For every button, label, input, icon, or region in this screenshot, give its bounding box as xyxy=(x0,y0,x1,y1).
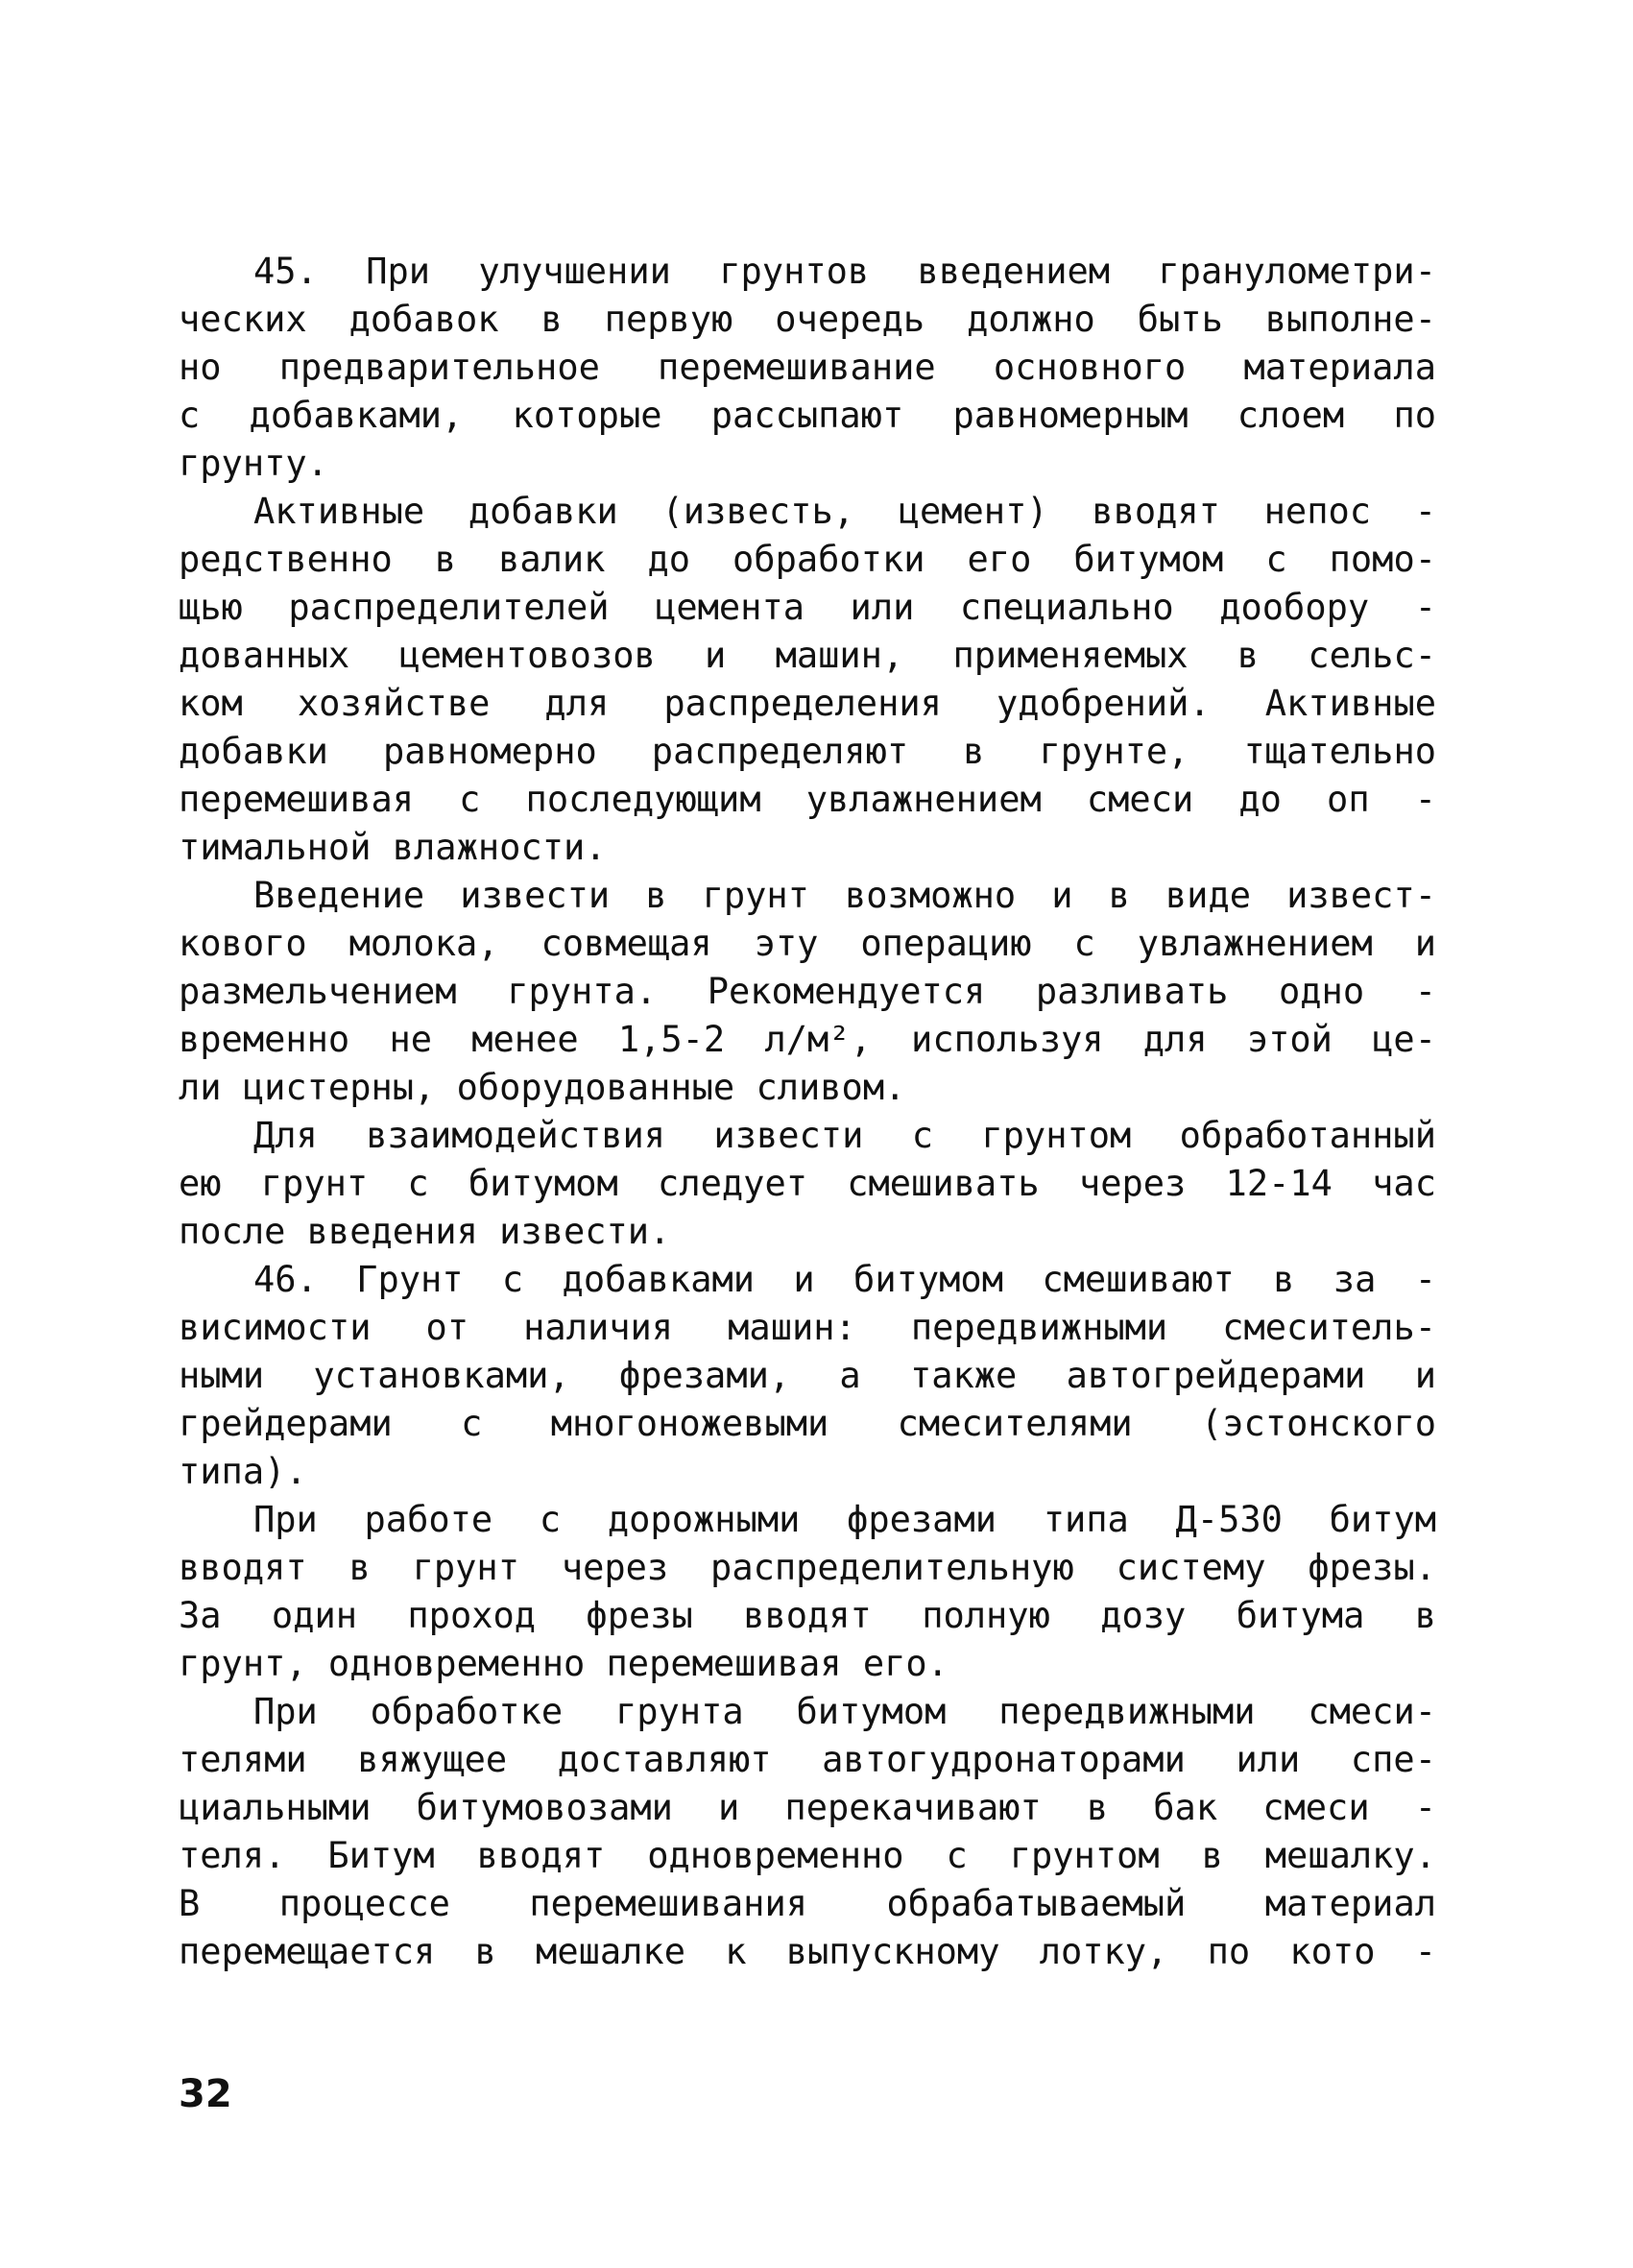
body-text xyxy=(179,248,1436,1976)
text-line: Для взаимодействия извести с грунтом обработанный xyxy=(253,1115,1436,1156)
text-line: щью распределителей цемента или специально дообору - xyxy=(179,587,1436,628)
text-line: после введения извести. xyxy=(179,1211,671,1252)
text-line: кового молока, совмещая эту операцию с увлажнением и xyxy=(179,923,1436,964)
text-line: При работе с дорожными фрезами типа Д-530 битум xyxy=(253,1499,1436,1540)
text-line: типа). xyxy=(179,1451,307,1492)
text-line: телями вяжущее доставляют автогудронаторами или спе- xyxy=(179,1739,1436,1780)
text-line: но предварительное перемешивание основного материала xyxy=(179,347,1436,388)
text-line: ком хозяйстве для распределения удобрений. Активные xyxy=(179,683,1436,724)
text-line: добавки равномерно распределяют в грунте, тщательно xyxy=(179,731,1436,772)
text-line: Активные добавки (известь, цемент) вводят непос - xyxy=(253,491,1436,532)
text-line: висимости от наличия машин: передвижными смеситель- xyxy=(179,1307,1436,1348)
text-line: ли цистерны, оборудованные сливом. xyxy=(179,1067,906,1108)
text-line: теля. Битум вводят одновременно с грунтом в мешалку. xyxy=(179,1835,1436,1876)
text-line: грунту. xyxy=(179,443,328,484)
text-line: ею грунт с битумом следует смешивать через 12-14 час xyxy=(179,1163,1436,1204)
text-line: размельчением грунта. Рекомендуется разливать одно - xyxy=(179,971,1436,1012)
text-line: вводят в грунт через распределительную систему фрезы. xyxy=(179,1547,1436,1588)
text-line: с добавками, которые рассыпают равномерным слоем по xyxy=(179,395,1436,436)
text-line: перемещается в мешалке к выпускному лотку, по кото - xyxy=(179,1931,1436,1972)
text-line: За один проход фрезы вводят полную дозу битума в xyxy=(179,1595,1436,1636)
text-line: циальными битумовозами и перекачивают в бак смеси - xyxy=(179,1787,1436,1828)
text-line: перемешивая с последующим увлажнением смеси до оп - xyxy=(179,779,1436,820)
text-line: В процессе перемешивания обрабатываемый материал xyxy=(179,1883,1436,1924)
text-line: ческих добавок в первую очередь должно быть выполне- xyxy=(179,299,1436,340)
text-line: Введение извести в грунт возможно и в виде извест- xyxy=(253,875,1436,916)
text-line: 46. Грунт с добавками и битумом смешивают в за - xyxy=(253,1259,1436,1300)
text-line: редственно в валик до обработки его битумом с помо- xyxy=(179,539,1436,580)
text-line: грунт, одновременно перемешивая его. xyxy=(179,1643,949,1684)
text-line: временно не менее 1,5-2 л/м², используя для этой це- xyxy=(179,1019,1436,1060)
text-line: дованных цементовозов и машин, применяемых в сельс- xyxy=(179,635,1436,676)
text-line: тимальной влажности. xyxy=(179,827,607,868)
text-line: грейдерами с многоножевыми смесителями (эстонского xyxy=(179,1403,1436,1444)
page-number: 32 xyxy=(179,2072,232,2116)
text-line: 45. При улучшении грунтов введением гранулометри- xyxy=(253,251,1436,292)
text-line: ными установками, фрезами, а также автогрейдерами и xyxy=(179,1355,1436,1396)
text-line: При обработке грунта битумом передвижными смеси- xyxy=(253,1691,1436,1732)
